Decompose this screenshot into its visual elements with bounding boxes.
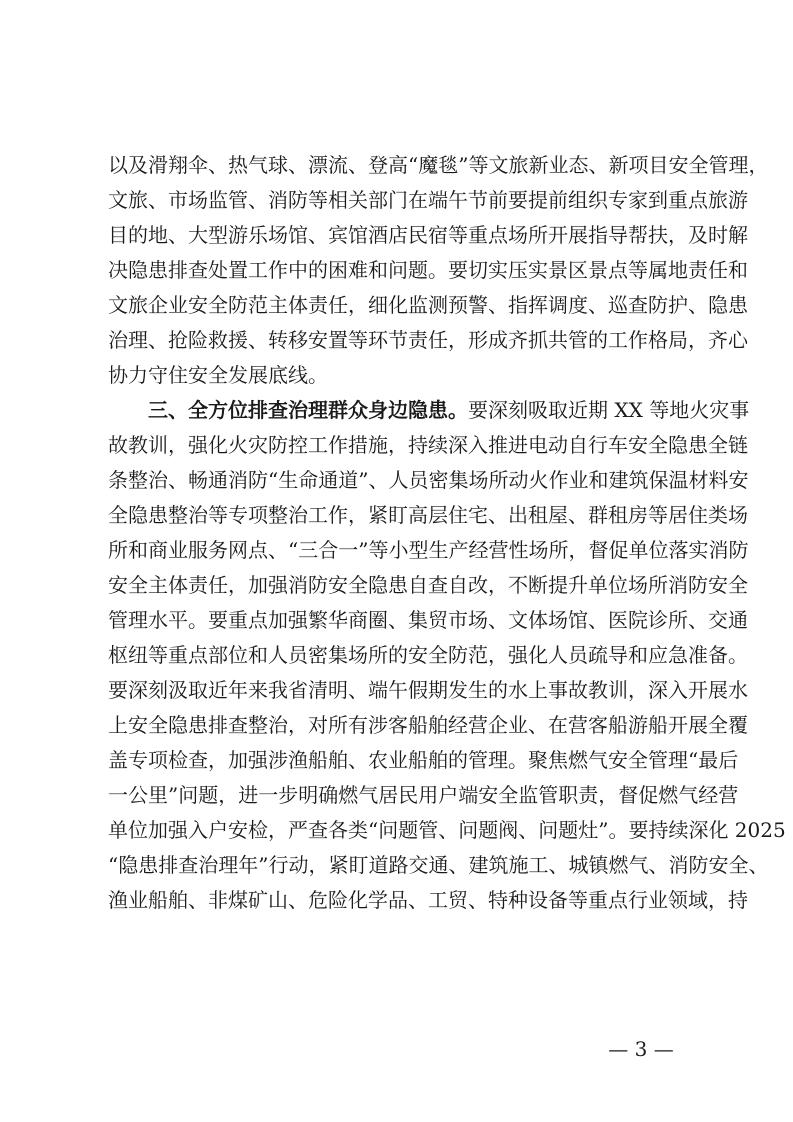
text-line: 单位加强入户安检，严查各类“问题管、问题阀、问题灶”。要持续深化 2025 — [108, 818, 786, 842]
text-line: 盖专项检查，加强涉渔船舶、农业船舶的管理。聚焦燃气安全管理“最后 — [108, 748, 739, 772]
text-line: 所和商业服务网点、“三合一”等小型生产经营性场所，督促单位落实消防 — [108, 538, 749, 562]
text-line: 全隐患整治等专项整治工作，紧盯高层住宅、出租屋、群租房等居住类场 — [108, 503, 748, 527]
text-line: 协力守住安全发展底线。 — [108, 363, 328, 387]
text-line: 一公里”问题，进一步明确燃气居民用户端安全监管职责，督促燃气经营 — [108, 783, 739, 807]
section-heading-line — [108, 393, 750, 428]
text-line: 要深刻汲取近年来我省清明、端午假期发生的水上事故教训，深入开展水 — [108, 678, 748, 702]
text-line: 故教训，强化火灾防控工作措施，持续深入推进电动自行车安全隐患全链 — [108, 433, 748, 457]
text-line: 目的地、大型游乐场馆、宾馆酒店民宿等重点场所开展指导帮扶，及时解 — [108, 223, 748, 247]
text-line: 安全主体责任，加强消防安全隐患自查自改，不断提升单位场所消防安全 — [108, 573, 748, 597]
text-line: 条整治、畅通消防“生命通道”、人员密集场所动火作业和建筑保温材料安 — [108, 468, 749, 492]
body-text — [108, 148, 786, 918]
text-line: 以及滑翔伞、热气球、漂流、登高“魔毯”等文旅新业态、新项目安全管理， — [108, 153, 769, 177]
text-line: 枢纽等重点部位和人员密集场所的安全防范，强化人员疏导和应急准备。 — [108, 643, 748, 667]
text-line: 治理、抢险救援、转移安置等环节责任，形成齐抓共管的工作格局，齐心 — [108, 328, 748, 352]
text-line: 上安全隐患排查整治，对所有涉客船舶经营企业、在营客船游船开展全覆 — [108, 713, 748, 737]
text-line: “隐患排查治理年”行动，紧盯道路交通、建筑施工、城镇燃气、消防安全、 — [108, 853, 769, 877]
text-line: 渔业船舶、非煤矿山、危险化学品、工贸、特种设备等重点行业领域，持 — [108, 888, 748, 912]
text-line: 管理水平。要重点加强繁华商圈、集贸市场、文体场馆、医院诊所、交通 — [108, 608, 748, 632]
section-heading: 三、全方位排查治理群众身边隐患。 — [148, 398, 468, 422]
text-line: 文旅企业安全防范主体责任，细化监测预警、指挥调度、巡查防护、隐患 — [108, 293, 748, 317]
text-line: 文旅、市场监管、消防等相关部门在端午节前要提前组织专家到重点旅游 — [108, 188, 748, 212]
heading-line-text: 要深刻吸取近期 XX 等地火灾事 — [468, 398, 750, 422]
page-number: — 3 — — [608, 1037, 674, 1061]
text-line: 决隐患排查处置工作中的困难和问题。要切实压实景区景点等属地责任和 — [108, 258, 748, 282]
